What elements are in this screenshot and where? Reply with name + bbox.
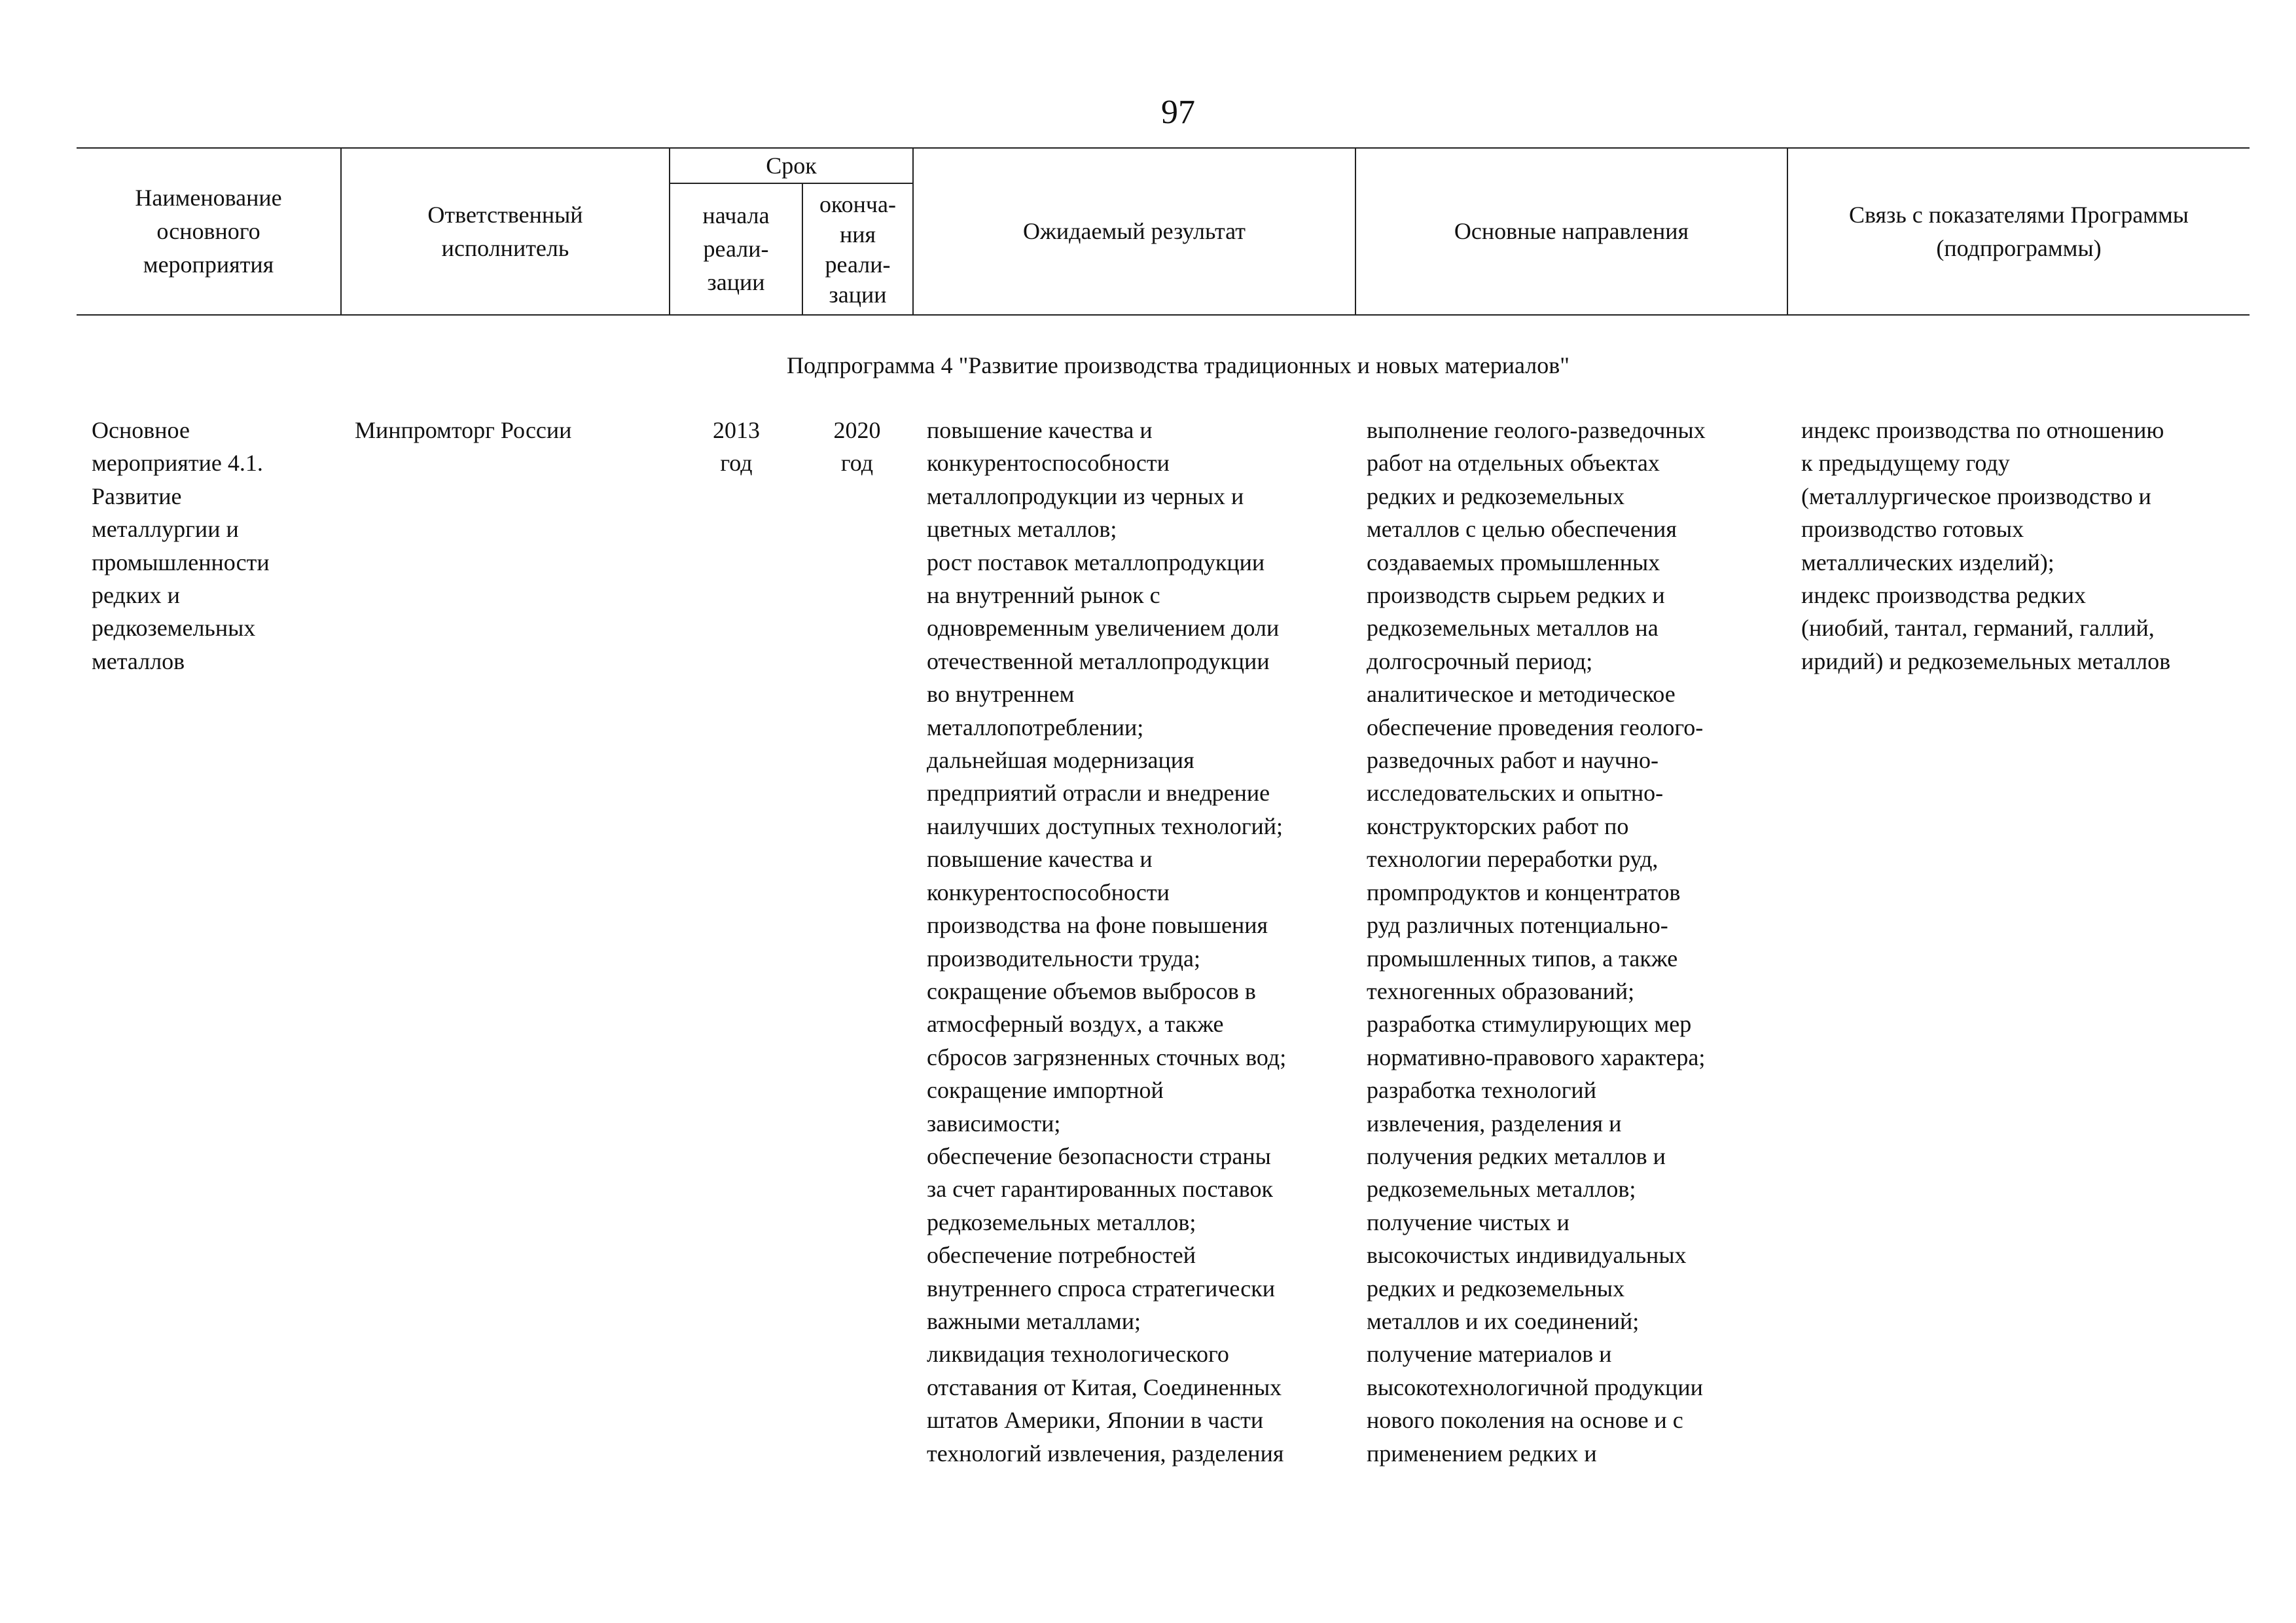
text-line: конкурентоспособности [927, 450, 1170, 477]
text-line: высокочистых индивидуальных [1367, 1242, 1687, 1269]
text-line: индекс производства по отношению [1801, 417, 2164, 443]
text-line: получения редких металлов и [1367, 1142, 1666, 1169]
text-line: год [720, 450, 753, 477]
text-line: цветных металлов; [927, 516, 1117, 543]
text-line: создаваемых промышленных [1367, 549, 1660, 575]
page-number: 97 [1161, 94, 1195, 131]
text-line: металлургии и [92, 516, 239, 543]
text-line: повышение качества и [927, 846, 1153, 873]
text-line: редкоземельных металлов; [927, 1209, 1196, 1235]
text-line: Основное [92, 417, 190, 443]
text-line: разведочных работ и научно- [1367, 747, 1659, 774]
text-line: работ на отдельных объектах [1367, 450, 1660, 477]
cell-indicators [1801, 414, 2246, 678]
text-line: зависимости; [927, 1110, 1061, 1137]
text-line: редких и [92, 582, 180, 609]
text-line: во внутреннем [927, 681, 1075, 708]
text-line: мероприятие 4.1. [92, 450, 263, 477]
text-line: производства на фоне повышения [927, 912, 1268, 939]
text-line: редких и редкоземельных [1367, 1275, 1625, 1302]
text-line: конкурентоспособности [927, 879, 1170, 905]
cell-expected-result [927, 414, 1352, 1470]
text-line: долгосрочный период; [1367, 647, 1593, 674]
text-line: (металлургическое производство и [1801, 483, 2151, 509]
executor-text: Минпромторг России [355, 417, 572, 443]
cell-main-directions [1367, 414, 1783, 1470]
text-line: редкоземельных [92, 615, 256, 642]
text-line: технологий извлечения, разделения [927, 1440, 1284, 1467]
text-line: наилучших доступных технологий; [927, 812, 1283, 839]
text-line: дальнейшая модернизация [927, 747, 1194, 774]
text-line: технологии переработки руд, [1367, 846, 1659, 873]
text-line: выполнение геолого-разведочных [1367, 417, 1706, 443]
text-line: одновременным увеличением доли [927, 615, 1280, 642]
text-line: редких и редкоземельных [1367, 483, 1625, 509]
cell-activity-name [92, 414, 334, 678]
text-line: за счет гарантированных поставок [927, 1176, 1274, 1203]
text-line: высокотехнологичной продукции [1367, 1374, 1703, 1400]
text-line: разработка стимулирующих мер [1367, 1011, 1692, 1038]
text-line: нормативно-правового характера; [1367, 1044, 1706, 1070]
text-line: год [840, 450, 874, 477]
text-line: аналитическое и методическое [1367, 681, 1676, 708]
text-line: иридий) и редкоземельных металлов [1801, 647, 2171, 674]
text-line: отставания от Китая, Соединенных [927, 1374, 1282, 1400]
text-line: разработка технологий [1367, 1077, 1596, 1104]
text-line: обеспечение безопасности страны [927, 1142, 1271, 1169]
text-line: внутреннего спроса стратегически [927, 1275, 1275, 1302]
text-line: получение чистых и [1367, 1209, 1570, 1235]
text-line: атмосферный воздух, а также [927, 1011, 1224, 1038]
text-line: металлов и их соединений; [1367, 1307, 1640, 1334]
header-main-directions: Основные направления [1454, 218, 1689, 244]
text-line: извлечения, разделения и [1367, 1110, 1622, 1137]
header-term: Срок [766, 152, 817, 179]
text-line: обеспечение проведения геолого- [1367, 714, 1704, 740]
text-line: предприятий отрасли и внедрение [927, 780, 1270, 807]
header-expected-result: Ожидаемый результат [1023, 218, 1246, 244]
subprogram-title: Подпрограмма 4 "Развитие производства традиционных и новых материалов" [787, 352, 1570, 378]
text-line: производств сырьем редких и [1367, 582, 1665, 609]
text-line: сбросов загрязненных сточных вод; [927, 1044, 1287, 1070]
text-line: металлов с целью обеспечения [1367, 516, 1677, 543]
header-start: начала реали- зации [702, 202, 770, 295]
text-line: 2013 [713, 417, 760, 443]
header-end: оконча- ния реали- зации [819, 191, 896, 308]
text-line: металлических изделий); [1801, 549, 2054, 575]
text-line: сокращение импортной [927, 1077, 1164, 1104]
text-line: 2020 [833, 417, 881, 443]
header-name: Наименование основного мероприятия [135, 185, 282, 278]
cell-start-year [681, 414, 792, 480]
header-executor: Ответственный исполнитель [427, 201, 583, 261]
text-line: обеспечение потребностей [927, 1242, 1196, 1269]
text-line: важными металлами; [927, 1307, 1141, 1334]
text-line: к предыдущему году [1801, 450, 2010, 477]
text-line: металлопотреблении; [927, 714, 1144, 740]
text-line: штатов Америки, Японии в части [927, 1407, 1264, 1434]
text-line: металлов [92, 647, 185, 674]
text-line: индекс производства редких [1801, 582, 2086, 609]
text-line: конструкторских работ по [1367, 812, 1629, 839]
text-line: промышленных типов, а также [1367, 945, 1678, 972]
text-line: исследовательских и опытно- [1367, 780, 1664, 807]
text-line: сокращение объемов выбросов в [927, 977, 1256, 1004]
cell-executor [355, 414, 662, 447]
header-indicators: Связь с показателями Программы (подпрограммы) [1849, 201, 2189, 261]
text-line: промышленности [92, 549, 270, 575]
text-line: на внутренний рынок с [927, 582, 1160, 609]
text-line: повышение качества и [927, 417, 1153, 443]
text-line: редкоземельных металлов; [1367, 1176, 1636, 1203]
text-line: Развитие [92, 483, 182, 509]
text-line: металлопродукции из черных и [927, 483, 1244, 509]
text-line: (ниобий, тантал, германий, галлий, [1801, 615, 2155, 642]
text-line: редкоземельных металлов на [1367, 615, 1659, 642]
text-line: руд различных потенциально- [1367, 912, 1668, 939]
header-bottom-rule [77, 314, 2250, 316]
text-line: получение материалов и [1367, 1341, 1612, 1368]
cell-end-year [806, 414, 908, 480]
text-line: ликвидация технологического [927, 1341, 1229, 1368]
text-line: отечественной металлопродукции [927, 647, 1270, 674]
text-line: рост поставок металлопродукции [927, 549, 1265, 575]
text-line: техногенных образований; [1367, 977, 1635, 1004]
text-line: промпродуктов и концентратов [1367, 879, 1681, 905]
text-line: производство готовых [1801, 516, 2024, 543]
text-line: производительности труда; [927, 945, 1201, 972]
text-line: применением редких и [1367, 1440, 1597, 1467]
text-line: нового поколения на основе и с [1367, 1407, 1683, 1434]
